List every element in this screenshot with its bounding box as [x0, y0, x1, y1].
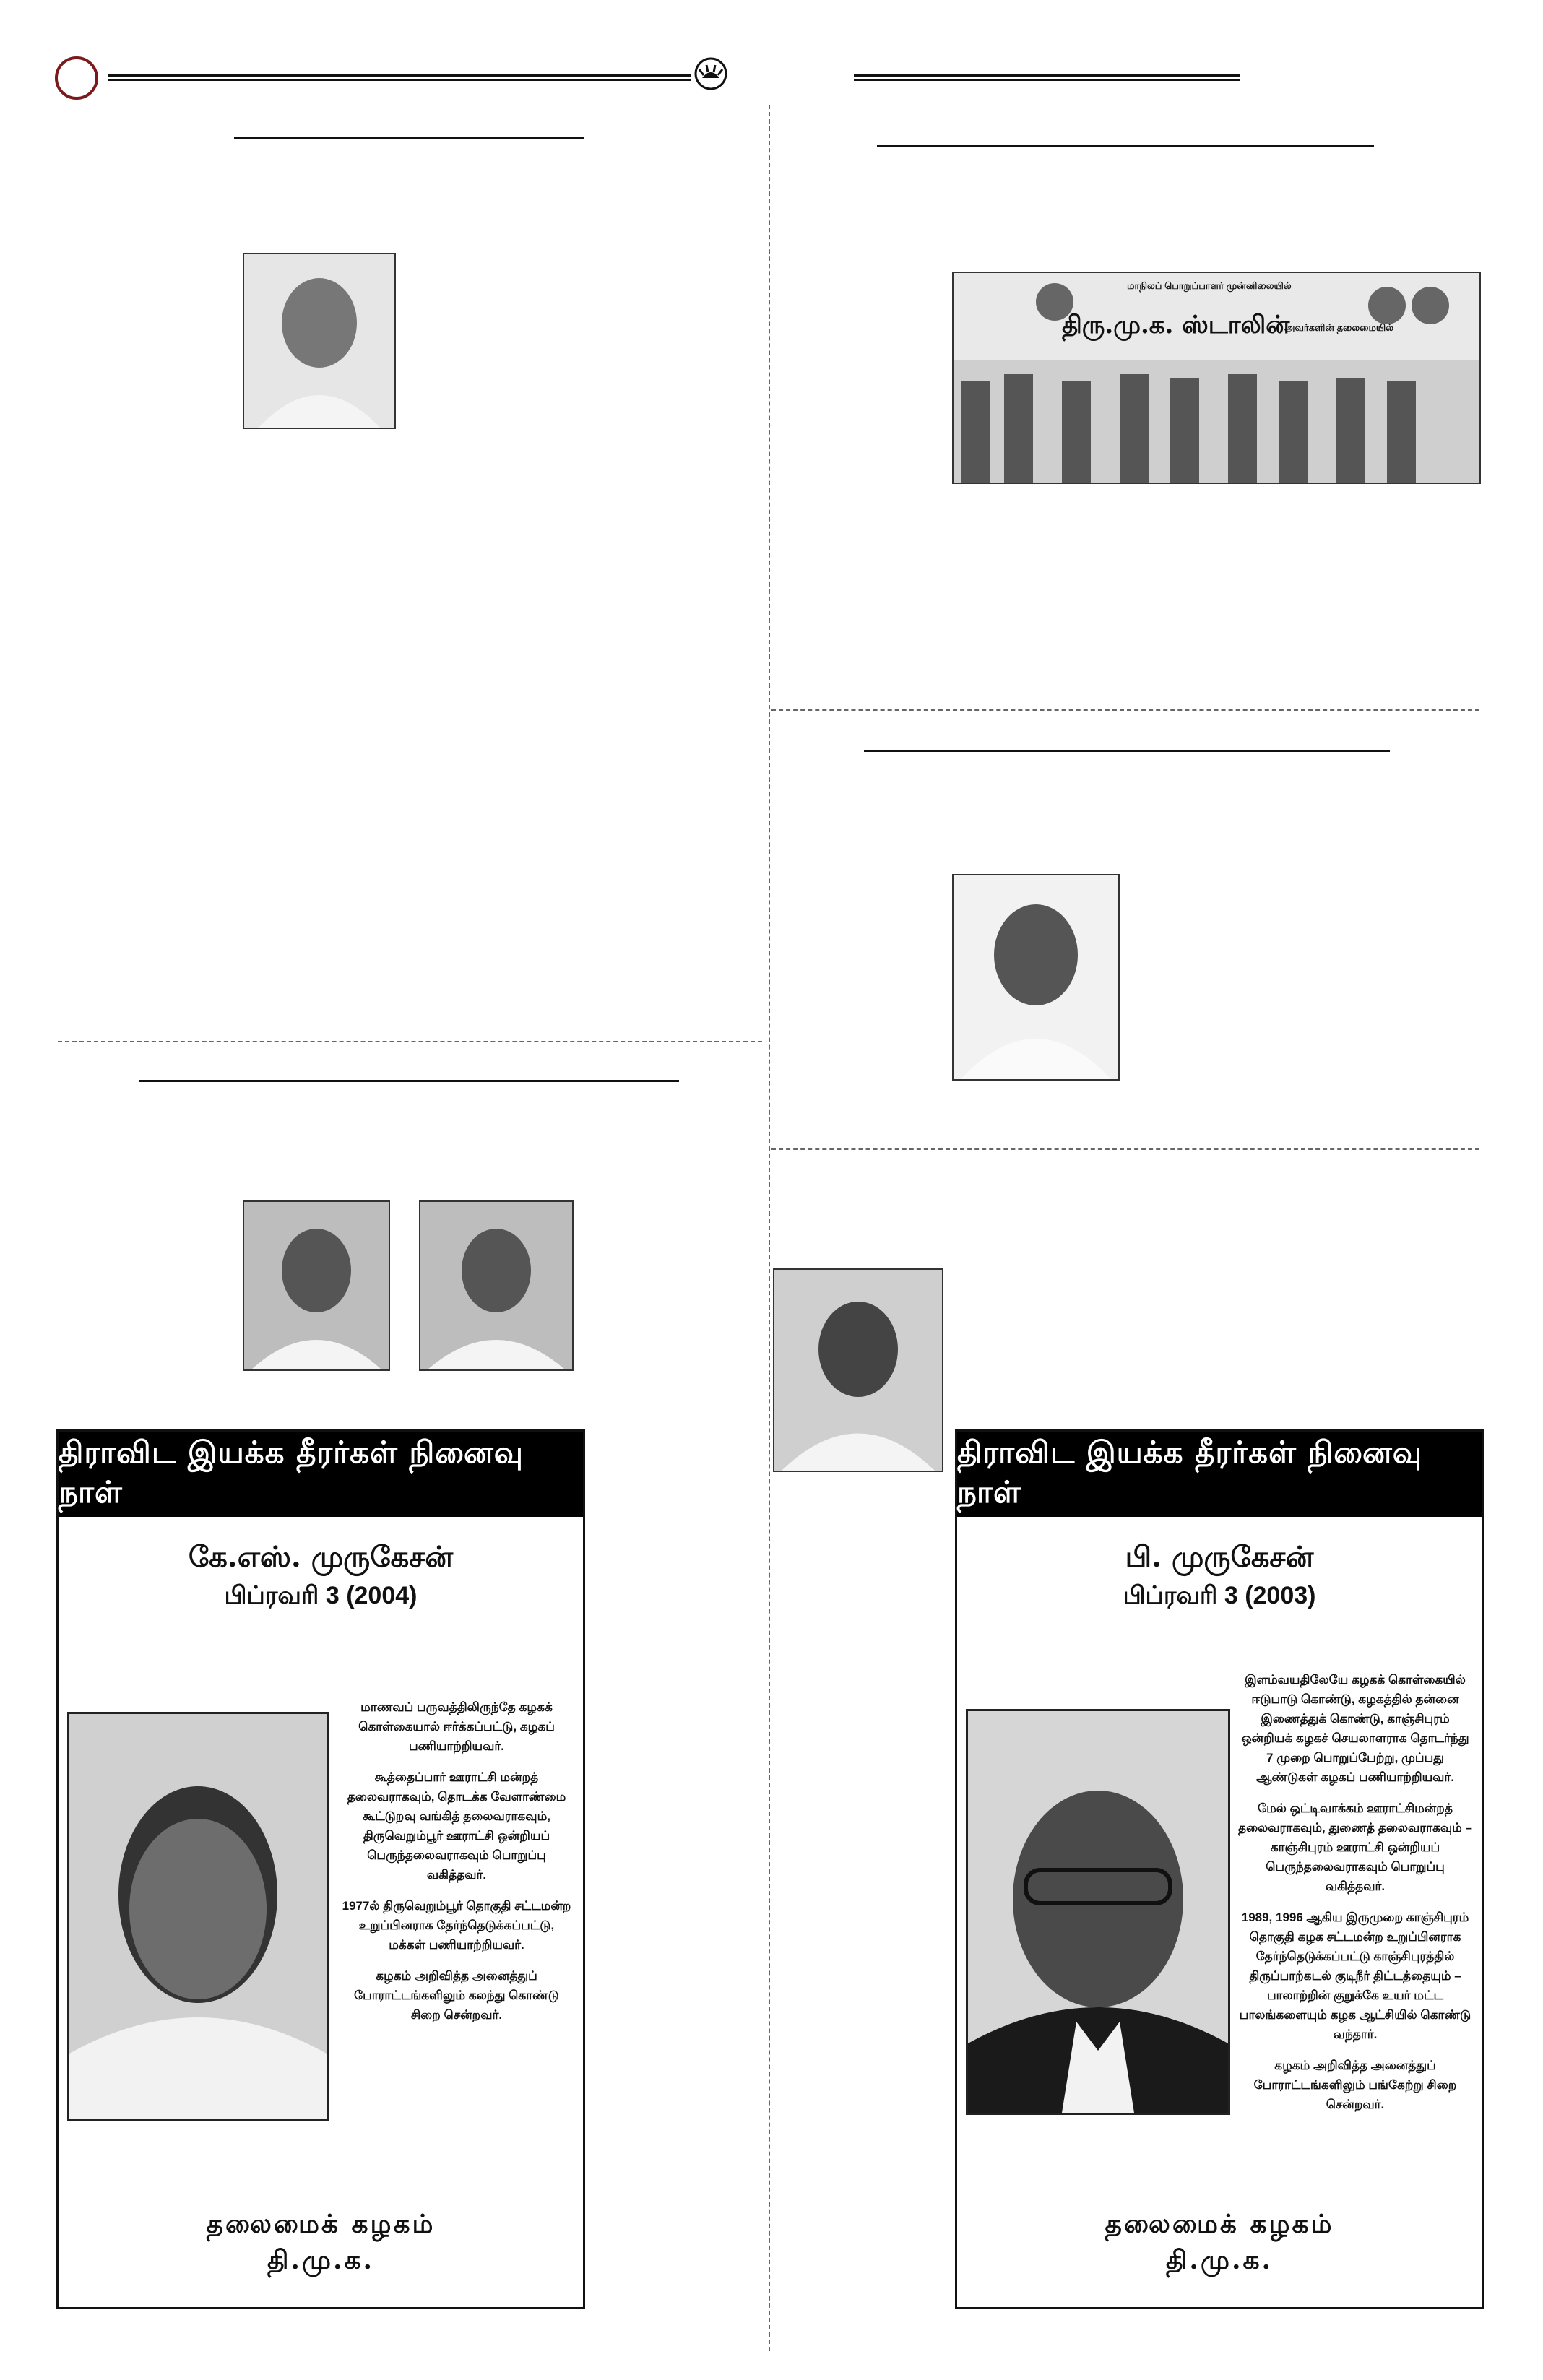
memorial-footer-org: தலைமைக் கழகம்	[1105, 2209, 1334, 2239]
memorial-banner: திராவிட இயக்க தீரர்கள் நினைவு நாள்	[957, 1432, 1482, 1517]
bio-paragraph: மாணவப் பருவத்திலிருந்தே கழகக் கொள்கையால் ஈர்க்கப்பட்டு, கழகப் பணியாற்றியவர்.	[358, 1700, 555, 1753]
event-banner-small-line: மாநிலப் பொறுப்பாளர் முன்னிலையில்	[1127, 280, 1292, 291]
event-banner-title: திரு.மு.க. ஸ்டாலின்	[1062, 311, 1290, 339]
event-banner-subtitle: அவர்களின் தலைமையில்	[1284, 322, 1394, 333]
event-photo	[952, 272, 1481, 484]
memorial-bio	[1237, 1670, 1473, 2126]
memorial-date: பிப்ரவரி 3 (2003)	[1123, 1582, 1316, 1609]
section-title-rule	[234, 137, 584, 139]
bio-paragraph: 1977ல் திருவெறும்பூர் தொகுதி சட்டமன்ற உறுப்பினராக தேர்ந்தெடுக்கப்பட்டு, மக்கள் பணியாற்றியவர்.	[342, 1899, 571, 1952]
header-rule-left-thin	[108, 79, 691, 81]
memorial-footer-org: தலைமைக் கழகம்	[206, 2209, 436, 2239]
bio-paragraph: இளம்வயதிலேயே கழகக் கொள்கையில் ஈடுபாடு கொண்டு, கழகத்தில் தன்னை இணைத்துக் கொண்டு, காஞ்சிபுரம் ஒன்றியக் கழகச் செயலாளராக தொடர்ந்து 7 முறை பொறுப்பேற்று, முப்பது ஆண்டுகள் கழகப் பணியாற்றியவர்.	[1241, 1673, 1469, 1784]
portrait-photo	[243, 1200, 390, 1371]
memorial-name: பி. முருகேசன்	[1125, 1540, 1314, 1574]
bio-paragraph: 1989, 1996 ஆகிய இருமுறை காஞ்சிபுரம் தொகுதி கழக சட்டமன்ற உறுப்பினராக தேர்ந்தெடுக்கப்பட்டு காஞ்சிபுரத்தில் திருப்பாற்கடல் குடிநீர் திட்டத்தையும் – பாலாற்றின் குறுக்கே உயர் மட்ட பாலங்களையும் கழக ஆட்சியில் கொண்டு வந்தார்.	[1239, 1911, 1471, 2041]
memorial-date: பிப்ரவரி 3 (2004)	[224, 1582, 418, 1609]
portrait-photo	[419, 1200, 574, 1371]
memorial-bio	[340, 1697, 573, 2036]
header-rule-right-thin	[854, 79, 1240, 81]
memorial-footer-party: தி.மு.க.	[267, 2245, 375, 2275]
bio-paragraph: கழகம் அறிவித்த அனைத்துப் போராட்டங்களிலும் கலந்து கொண்டு சிறை சென்றவர்.	[354, 1969, 559, 2022]
memorial-footer-party: தி.மு.க.	[1165, 2245, 1274, 2275]
right-section-divider-1	[772, 709, 1479, 711]
section-title-rule	[139, 1080, 679, 1082]
memorial-portrait	[67, 1712, 329, 2121]
bio-paragraph: கூத்தைப்பார் ஊராட்சி மன்றத் தலைவராகவும், தொடக்க வேளாண்மை கூட்டுறவு வங்கித் தலைவராகவும், திருவெறும்பூர் ஊராட்சி ஒன்றியப் பெருந்தலைவராகவும் பொறுப்பு வகித்தவர்.	[347, 1770, 566, 1882]
section-title-rule	[877, 145, 1374, 147]
header-rule-right	[854, 74, 1240, 77]
section-title-rule	[864, 750, 1390, 752]
page-number-circle	[55, 56, 98, 100]
memorial-notice	[56, 1429, 585, 2309]
portrait-photo	[952, 874, 1120, 1081]
bio-paragraph: கழகம் அறிவித்த அனைத்துப் போராட்டங்களிலும் பங்கேற்று சிறை சென்றவர்.	[1253, 2059, 1457, 2111]
left-section-divider	[58, 1041, 762, 1042]
portrait-photo	[773, 1268, 943, 1472]
rising-sun-logo-icon	[693, 56, 728, 91]
memorial-notice	[955, 1429, 1484, 2309]
memorial-portrait	[966, 1709, 1230, 2115]
bio-paragraph: மேல் ஒட்டிவாக்கம் ஊராட்சிமன்றத் தலைவராகவும், துணைத் தலைவராகவும் – காஞ்சிபுரம் ஊராட்சி ஒன்றியப் பெருந்தலைவராகவும் பொறுப்பு வகித்தவர்.	[1238, 1801, 1472, 1893]
right-section-divider-2	[772, 1148, 1479, 1150]
portrait-photo	[243, 253, 396, 429]
header-rule-left	[108, 74, 691, 77]
memorial-banner: திராவிட இயக்க தீரர்கள் நினைவு நாள்	[59, 1432, 583, 1517]
column-divider	[769, 105, 770, 2351]
memorial-name: கே.எஸ். முருகேசன்	[188, 1540, 454, 1574]
